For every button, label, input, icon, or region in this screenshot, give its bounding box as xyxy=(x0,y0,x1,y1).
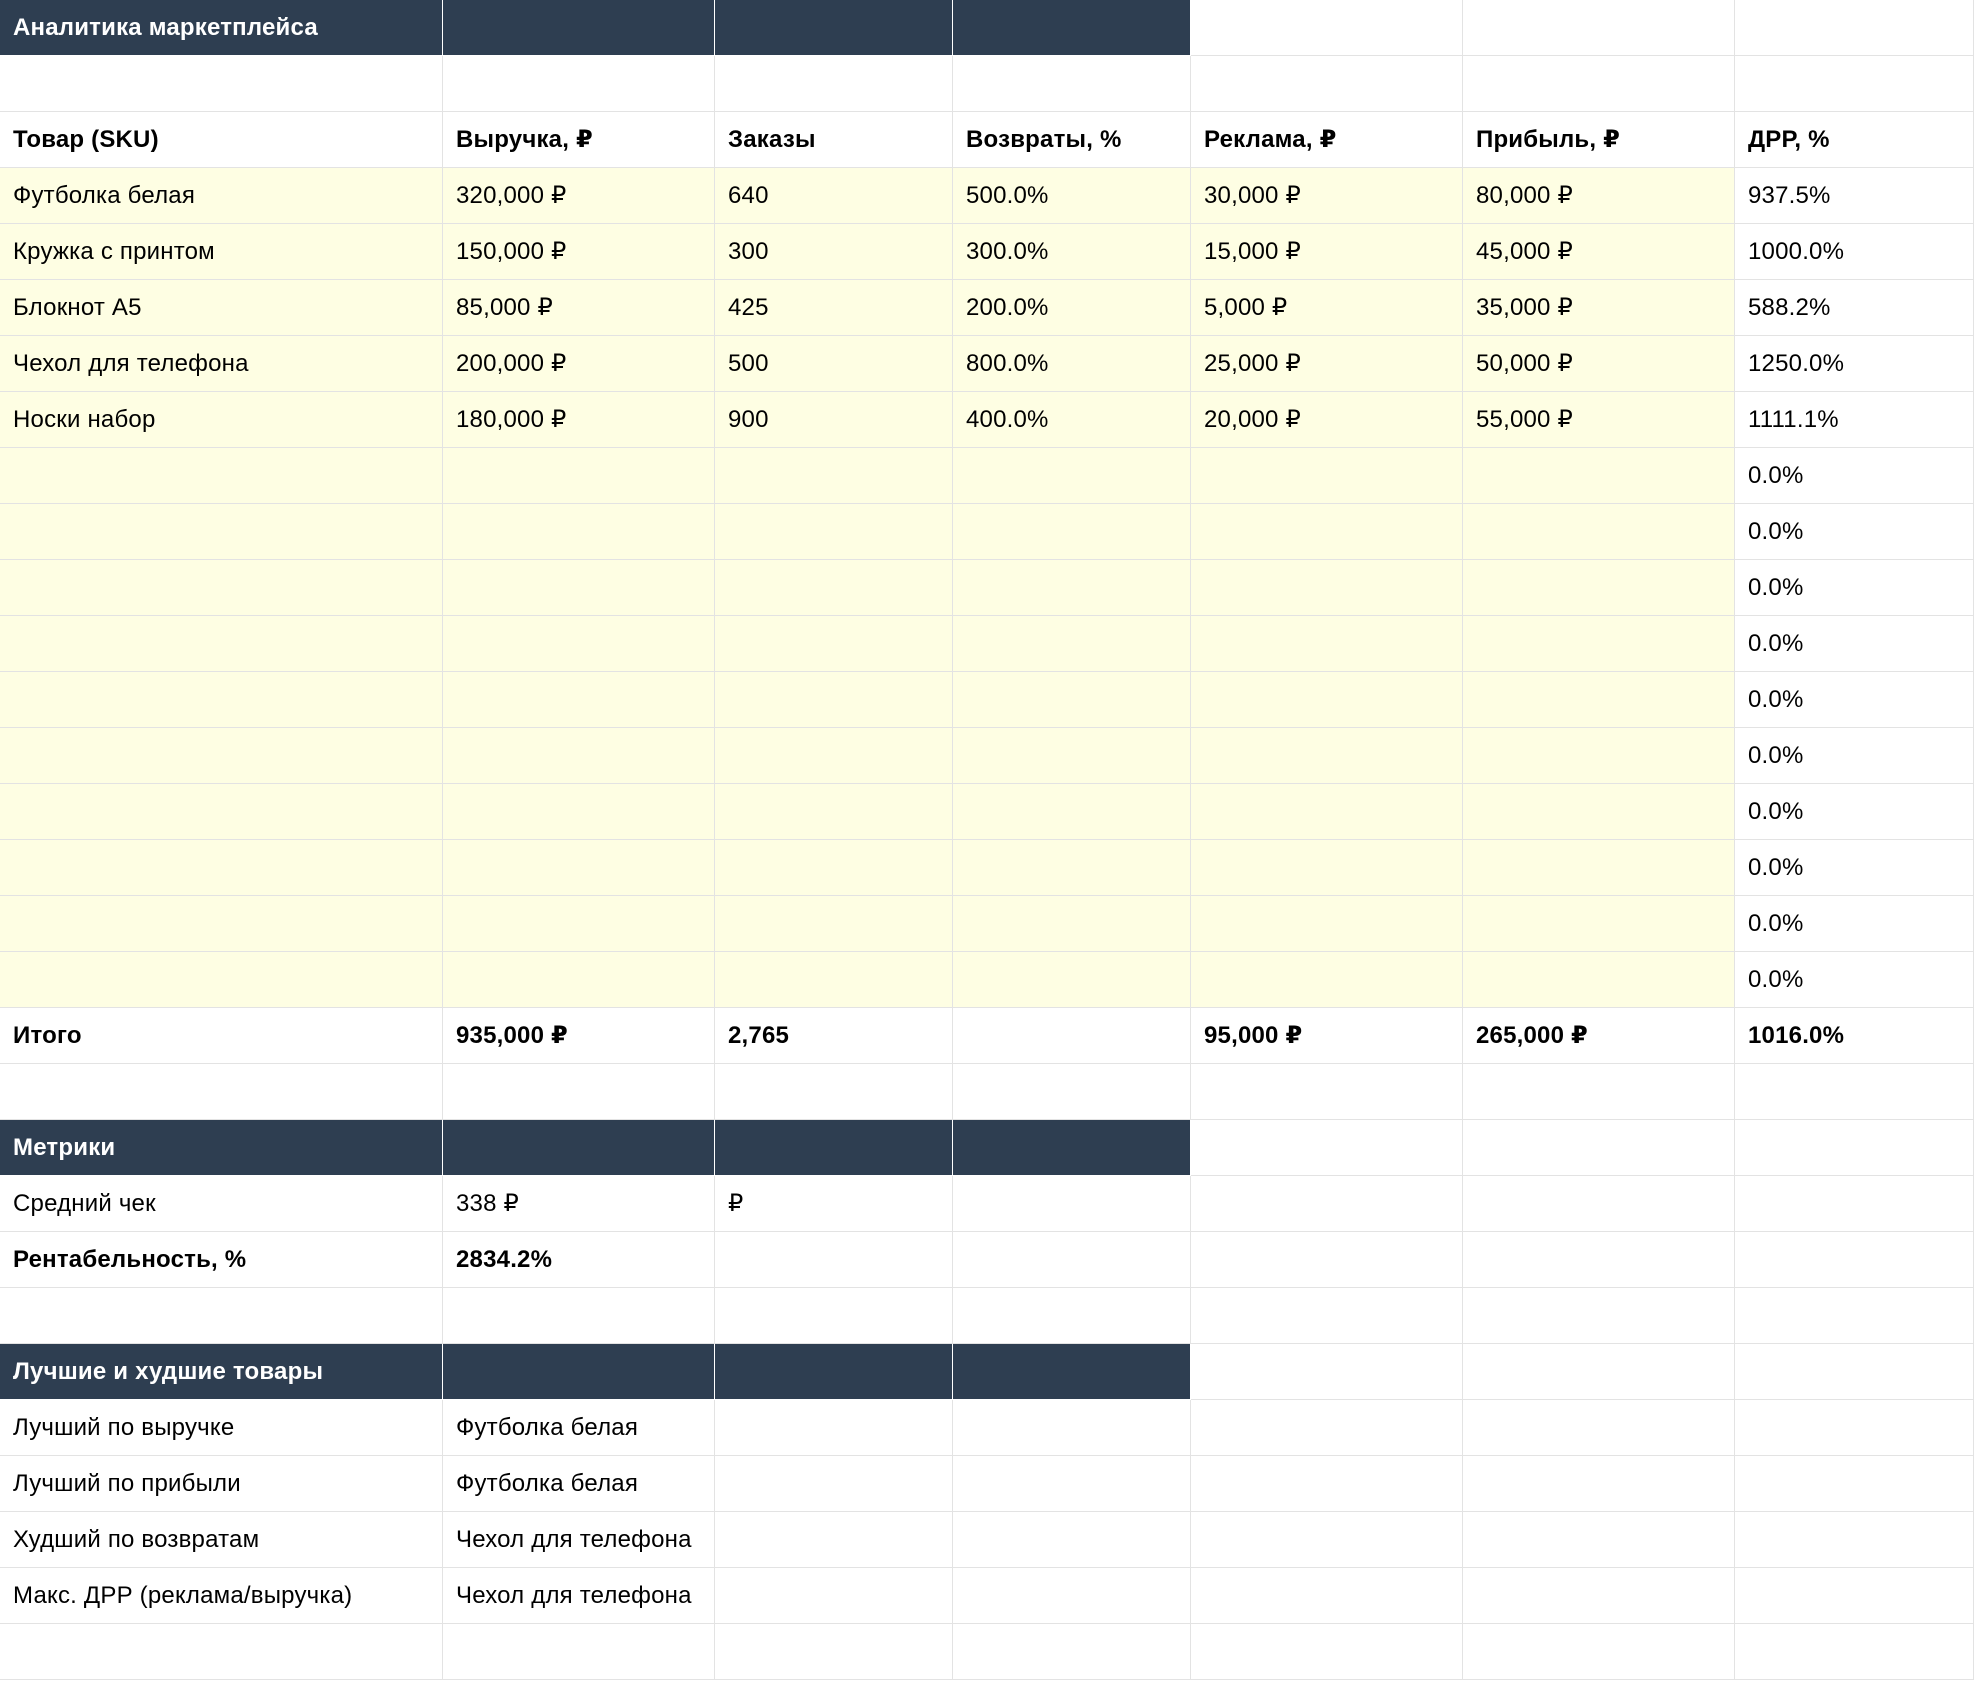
product-cell-ads[interactable] xyxy=(1191,504,1463,560)
product-cell-returns[interactable]: 300.0% xyxy=(953,224,1191,280)
product-cell-ads[interactable]: 5,000 ₽ xyxy=(1191,280,1463,336)
product-cell-profit[interactable] xyxy=(1463,504,1735,560)
product-cell-orders[interactable] xyxy=(715,560,953,616)
product-cell-ads[interactable] xyxy=(1191,728,1463,784)
empty-cell[interactable] xyxy=(1463,1288,1735,1344)
empty-cell[interactable] xyxy=(1463,56,1735,112)
empty-cell[interactable] xyxy=(1735,1400,1974,1456)
product-cell-revenue[interactable] xyxy=(443,728,715,784)
best-worst-value[interactable]: Футболка белая xyxy=(443,1400,715,1456)
empty-cell[interactable] xyxy=(1463,1568,1735,1624)
product-cell-orders[interactable] xyxy=(715,504,953,560)
column-header-orders[interactable]: Заказы xyxy=(715,112,953,168)
product-cell-orders[interactable] xyxy=(715,952,953,1008)
product-cell-sku[interactable] xyxy=(0,728,443,784)
empty-cell[interactable] xyxy=(1735,56,1974,112)
empty-cell[interactable] xyxy=(1735,0,1974,56)
product-cell-profit[interactable]: 50,000 ₽ xyxy=(1463,336,1735,392)
totals-profit[interactable]: 265,000 ₽ xyxy=(1463,1008,1735,1064)
product-cell-sku[interactable]: Футболка белая xyxy=(0,168,443,224)
metrics-band-cell[interactable] xyxy=(443,1120,715,1176)
profitability-value[interactable]: 2834.2% xyxy=(443,1232,715,1288)
empty-cell[interactable] xyxy=(1463,1624,1735,1680)
product-cell-revenue[interactable]: 150,000 ₽ xyxy=(443,224,715,280)
product-cell-revenue[interactable] xyxy=(443,448,715,504)
totals-orders[interactable]: 2,765 xyxy=(715,1008,953,1064)
product-row xyxy=(0,896,1974,952)
blank-row xyxy=(0,1064,1974,1120)
empty-cell[interactable] xyxy=(1191,1064,1463,1120)
empty-cell[interactable] xyxy=(953,1624,1191,1680)
empty-cell[interactable] xyxy=(0,56,443,112)
product-cell-drr[interactable]: 0.0% xyxy=(1735,560,1974,616)
product-cell-profit[interactable] xyxy=(1463,784,1735,840)
metrics-band-cell[interactable] xyxy=(953,1120,1191,1176)
product-cell-drr[interactable]: 1000.0% xyxy=(1735,224,1974,280)
totals-revenue[interactable]: 935,000 ₽ xyxy=(443,1008,715,1064)
product-cell-returns[interactable] xyxy=(953,616,1191,672)
product-row xyxy=(0,224,1974,280)
product-cell-returns[interactable] xyxy=(953,784,1191,840)
product-row xyxy=(0,784,1974,840)
metrics-header-row xyxy=(0,1120,1974,1176)
product-cell-ads[interactable] xyxy=(1191,448,1463,504)
product-cell-sku[interactable] xyxy=(0,840,443,896)
product-cell-orders[interactable] xyxy=(715,728,953,784)
product-cell-drr[interactable]: 0.0% xyxy=(1735,784,1974,840)
empty-cell[interactable] xyxy=(1463,1512,1735,1568)
product-row xyxy=(0,168,1974,224)
empty-cell[interactable] xyxy=(443,56,715,112)
product-cell-drr[interactable]: 0.0% xyxy=(1735,840,1974,896)
title-band-cell[interactable] xyxy=(953,0,1191,56)
product-cell-returns[interactable] xyxy=(953,504,1191,560)
column-header-sku[interactable]: Товар (SKU) xyxy=(0,112,443,168)
best-worst-value[interactable]: Футболка белая xyxy=(443,1456,715,1512)
best-worst-row xyxy=(0,1400,1974,1456)
product-cell-revenue[interactable]: 85,000 ₽ xyxy=(443,280,715,336)
empty-cell[interactable] xyxy=(715,1568,953,1624)
product-cell-drr[interactable]: 0.0% xyxy=(1735,504,1974,560)
product-cell-returns[interactable] xyxy=(953,728,1191,784)
product-cell-ads[interactable] xyxy=(1191,952,1463,1008)
title-band-cell[interactable] xyxy=(715,0,953,56)
empty-cell[interactable] xyxy=(953,1512,1191,1568)
product-cell-sku[interactable] xyxy=(0,560,443,616)
avg-check-label[interactable]: Средний чек xyxy=(0,1176,443,1232)
totals-ads[interactable]: 95,000 ₽ xyxy=(1191,1008,1463,1064)
empty-cell[interactable] xyxy=(1735,1232,1974,1288)
product-cell-drr[interactable]: 0.0% xyxy=(1735,728,1974,784)
empty-cell[interactable] xyxy=(1191,1344,1463,1400)
empty-cell[interactable] xyxy=(1191,56,1463,112)
product-cell-ads[interactable]: 20,000 ₽ xyxy=(1191,392,1463,448)
product-cell-drr[interactable]: 1111.1% xyxy=(1735,392,1974,448)
product-cell-drr[interactable]: 0.0% xyxy=(1735,448,1974,504)
empty-cell[interactable] xyxy=(1191,1456,1463,1512)
empty-cell[interactable] xyxy=(1735,1344,1974,1400)
empty-cell[interactable] xyxy=(1191,1512,1463,1568)
product-cell-sku[interactable] xyxy=(0,784,443,840)
product-cell-sku[interactable] xyxy=(0,896,443,952)
product-cell-revenue[interactable] xyxy=(443,672,715,728)
product-cell-revenue[interactable]: 180,000 ₽ xyxy=(443,392,715,448)
empty-cell[interactable] xyxy=(715,1064,953,1120)
empty-cell[interactable] xyxy=(1191,1288,1463,1344)
product-cell-revenue[interactable] xyxy=(443,616,715,672)
product-cell-ads[interactable] xyxy=(1191,616,1463,672)
product-cell-sku[interactable] xyxy=(0,448,443,504)
product-row xyxy=(0,952,1974,1008)
metric-row-profitability xyxy=(0,1232,1974,1288)
column-header-profit[interactable]: Прибыль, ₽ xyxy=(1463,112,1735,168)
best-worst-row xyxy=(0,1456,1974,1512)
best-worst-title[interactable]: Лучшие и худшие товары xyxy=(0,1344,443,1400)
product-row xyxy=(0,560,1974,616)
empty-cell[interactable] xyxy=(1191,1568,1463,1624)
empty-cell[interactable] xyxy=(1735,1176,1974,1232)
product-cell-orders[interactable]: 300 xyxy=(715,224,953,280)
product-cell-returns[interactable] xyxy=(953,672,1191,728)
empty-cell[interactable] xyxy=(0,1288,443,1344)
blank-row xyxy=(0,56,1974,112)
product-cell-sku[interactable] xyxy=(0,672,443,728)
empty-cell[interactable] xyxy=(953,1400,1191,1456)
product-row xyxy=(0,504,1974,560)
product-cell-drr[interactable]: 0.0% xyxy=(1735,672,1974,728)
product-cell-orders[interactable] xyxy=(715,784,953,840)
product-cell-profit[interactable]: 35,000 ₽ xyxy=(1463,280,1735,336)
empty-cell[interactable] xyxy=(1191,0,1463,56)
product-cell-sku[interactable] xyxy=(0,504,443,560)
product-row xyxy=(0,448,1974,504)
product-cell-orders[interactable] xyxy=(715,616,953,672)
column-header-ads[interactable]: Реклама, ₽ xyxy=(1191,112,1463,168)
empty-cell[interactable] xyxy=(715,56,953,112)
product-cell-ads[interactable]: 25,000 ₽ xyxy=(1191,336,1463,392)
product-cell-drr[interactable]: 1250.0% xyxy=(1735,336,1974,392)
empty-cell[interactable] xyxy=(1463,1344,1735,1400)
product-cell-orders[interactable]: 425 xyxy=(715,280,953,336)
empty-cell[interactable] xyxy=(715,1232,953,1288)
best-worst-row xyxy=(0,1568,1974,1624)
product-cell-ads[interactable] xyxy=(1191,896,1463,952)
product-cell-ads[interactable]: 15,000 ₽ xyxy=(1191,224,1463,280)
empty-cell[interactable] xyxy=(0,1064,443,1120)
product-row xyxy=(0,728,1974,784)
empty-cell[interactable] xyxy=(715,1624,953,1680)
product-cell-revenue[interactable] xyxy=(443,560,715,616)
product-cell-profit[interactable] xyxy=(1463,672,1735,728)
best-worst-label[interactable]: Макс. ДРР (реклама/выручка) xyxy=(0,1568,443,1624)
product-cell-returns[interactable] xyxy=(953,896,1191,952)
empty-cell[interactable] xyxy=(953,1288,1191,1344)
totals-label[interactable]: Итого xyxy=(0,1008,443,1064)
product-cell-profit[interactable] xyxy=(1463,952,1735,1008)
header-row xyxy=(0,112,1974,168)
avg-check-value[interactable]: 338 ₽ xyxy=(443,1176,715,1232)
best-worst-row xyxy=(0,1512,1974,1568)
product-cell-revenue[interactable]: 320,000 ₽ xyxy=(443,168,715,224)
product-cell-profit[interactable] xyxy=(1463,896,1735,952)
empty-cell[interactable] xyxy=(1463,1176,1735,1232)
avg-check-unit[interactable]: ₽ xyxy=(715,1176,953,1232)
product-row xyxy=(0,616,1974,672)
product-cell-revenue[interactable]: 200,000 ₽ xyxy=(443,336,715,392)
product-cell-revenue[interactable] xyxy=(443,504,715,560)
product-row xyxy=(0,672,1974,728)
product-cell-profit[interactable] xyxy=(1463,560,1735,616)
empty-cell[interactable] xyxy=(1191,1624,1463,1680)
product-cell-sku[interactable]: Чехол для телефона xyxy=(0,336,443,392)
product-cell-orders[interactable] xyxy=(715,840,953,896)
empty-cell[interactable] xyxy=(1191,1232,1463,1288)
product-cell-returns[interactable]: 500.0% xyxy=(953,168,1191,224)
empty-cell[interactable] xyxy=(953,1456,1191,1512)
empty-cell[interactable] xyxy=(1735,1064,1974,1120)
product-cell-revenue[interactable] xyxy=(443,952,715,1008)
product-cell-revenue[interactable] xyxy=(443,784,715,840)
empty-cell[interactable] xyxy=(443,1288,715,1344)
product-cell-returns[interactable] xyxy=(953,840,1191,896)
empty-cell[interactable] xyxy=(1463,0,1735,56)
empty-cell[interactable] xyxy=(1463,1064,1735,1120)
product-cell-sku[interactable]: Блокнот А5 xyxy=(0,280,443,336)
totals-returns[interactable] xyxy=(953,1008,1191,1064)
totals-row xyxy=(0,1008,1974,1064)
best-worst-label[interactable]: Лучший по выручке xyxy=(0,1400,443,1456)
product-cell-returns[interactable]: 400.0% xyxy=(953,392,1191,448)
product-table-body xyxy=(0,168,1974,1008)
product-cell-sku[interactable]: Кружка с принтом xyxy=(0,224,443,280)
empty-cell[interactable] xyxy=(953,1176,1191,1232)
best-worst-band-cell[interactable] xyxy=(953,1344,1191,1400)
metrics-title[interactable]: Метрики xyxy=(0,1120,443,1176)
empty-cell[interactable] xyxy=(1735,1120,1974,1176)
product-cell-orders[interactable]: 900 xyxy=(715,392,953,448)
product-cell-profit[interactable] xyxy=(1463,616,1735,672)
best-worst-label[interactable]: Лучший по прибыли xyxy=(0,1456,443,1512)
product-cell-profit[interactable]: 45,000 ₽ xyxy=(1463,224,1735,280)
product-cell-profit[interactable]: 55,000 ₽ xyxy=(1463,392,1735,448)
empty-cell[interactable] xyxy=(1735,1512,1974,1568)
product-cell-returns[interactable] xyxy=(953,448,1191,504)
profitability-label[interactable]: Рентабельность, % xyxy=(0,1232,443,1288)
empty-cell[interactable] xyxy=(1735,1568,1974,1624)
column-header-revenue[interactable]: Выручка, ₽ xyxy=(443,112,715,168)
empty-cell[interactable] xyxy=(953,1568,1191,1624)
best-worst-band-cell[interactable] xyxy=(715,1344,953,1400)
empty-cell[interactable] xyxy=(953,1232,1191,1288)
best-worst-header-row xyxy=(0,1344,1974,1400)
product-cell-drr[interactable]: 0.0% xyxy=(1735,952,1974,1008)
sheet-title[interactable]: Аналитика маркетплейса xyxy=(0,0,443,56)
empty-cell[interactable] xyxy=(715,1512,953,1568)
product-cell-ads[interactable] xyxy=(1191,840,1463,896)
column-header-drr[interactable]: ДРР, % xyxy=(1735,112,1974,168)
blank-row xyxy=(0,1288,1974,1344)
empty-cell[interactable] xyxy=(0,1624,443,1680)
product-cell-drr[interactable]: 588.2% xyxy=(1735,280,1974,336)
totals-drr[interactable]: 1016.0% xyxy=(1735,1008,1974,1064)
product-cell-returns[interactable]: 800.0% xyxy=(953,336,1191,392)
product-cell-profit[interactable] xyxy=(1463,840,1735,896)
product-cell-profit[interactable]: 80,000 ₽ xyxy=(1463,168,1735,224)
product-cell-returns[interactable] xyxy=(953,560,1191,616)
product-cell-revenue[interactable] xyxy=(443,896,715,952)
product-cell-drr[interactable]: 937.5% xyxy=(1735,168,1974,224)
blank-row xyxy=(0,1624,1974,1680)
product-cell-orders[interactable] xyxy=(715,448,953,504)
empty-cell[interactable] xyxy=(1191,1400,1463,1456)
empty-cell[interactable] xyxy=(1735,1624,1974,1680)
product-cell-ads[interactable] xyxy=(1191,560,1463,616)
column-header-returns[interactable]: Возвраты, % xyxy=(953,112,1191,168)
product-cell-sku[interactable] xyxy=(0,952,443,1008)
product-cell-orders[interactable]: 500 xyxy=(715,336,953,392)
product-cell-profit[interactable] xyxy=(1463,448,1735,504)
empty-cell[interactable] xyxy=(953,56,1191,112)
product-cell-drr[interactable]: 0.0% xyxy=(1735,896,1974,952)
product-cell-ads[interactable]: 30,000 ₽ xyxy=(1191,168,1463,224)
empty-cell[interactable] xyxy=(715,1456,953,1512)
empty-cell[interactable] xyxy=(1463,1232,1735,1288)
product-cell-ads[interactable] xyxy=(1191,672,1463,728)
best-worst-value[interactable]: Чехол для телефона xyxy=(443,1512,715,1568)
best-worst-body xyxy=(0,1400,1974,1624)
best-worst-value[interactable]: Чехол для телефона xyxy=(443,1568,715,1624)
product-cell-orders[interactable]: 640 xyxy=(715,168,953,224)
product-cell-orders[interactable] xyxy=(715,672,953,728)
product-row xyxy=(0,280,1974,336)
empty-cell[interactable] xyxy=(1463,1120,1735,1176)
empty-cell[interactable] xyxy=(715,1288,953,1344)
empty-cell[interactable] xyxy=(1463,1400,1735,1456)
product-cell-sku[interactable] xyxy=(0,616,443,672)
empty-cell[interactable] xyxy=(953,1064,1191,1120)
product-cell-revenue[interactable] xyxy=(443,840,715,896)
empty-cell[interactable] xyxy=(1191,1120,1463,1176)
product-cell-ads[interactable] xyxy=(1191,784,1463,840)
product-cell-returns[interactable]: 200.0% xyxy=(953,280,1191,336)
product-cell-sku[interactable]: Носки набор xyxy=(0,392,443,448)
metric-row-avg-check xyxy=(0,1176,1974,1232)
best-worst-label[interactable]: Худший по возвратам xyxy=(0,1512,443,1568)
product-cell-profit[interactable] xyxy=(1463,728,1735,784)
empty-cell[interactable] xyxy=(1463,1456,1735,1512)
empty-cell[interactable] xyxy=(443,1064,715,1120)
empty-cell[interactable] xyxy=(1191,1176,1463,1232)
title-row xyxy=(0,0,1974,56)
product-row xyxy=(0,840,1974,896)
product-cell-drr[interactable]: 0.0% xyxy=(1735,616,1974,672)
product-row xyxy=(0,392,1974,448)
empty-cell[interactable] xyxy=(1735,1456,1974,1512)
product-cell-orders[interactable] xyxy=(715,896,953,952)
empty-cell[interactable] xyxy=(715,1400,953,1456)
product-row xyxy=(0,336,1974,392)
empty-cell[interactable] xyxy=(443,1624,715,1680)
metrics-band-cell[interactable] xyxy=(715,1120,953,1176)
best-worst-band-cell[interactable] xyxy=(443,1344,715,1400)
title-band-cell[interactable] xyxy=(443,0,715,56)
product-cell-returns[interactable] xyxy=(953,952,1191,1008)
empty-cell[interactable] xyxy=(1735,1288,1974,1344)
